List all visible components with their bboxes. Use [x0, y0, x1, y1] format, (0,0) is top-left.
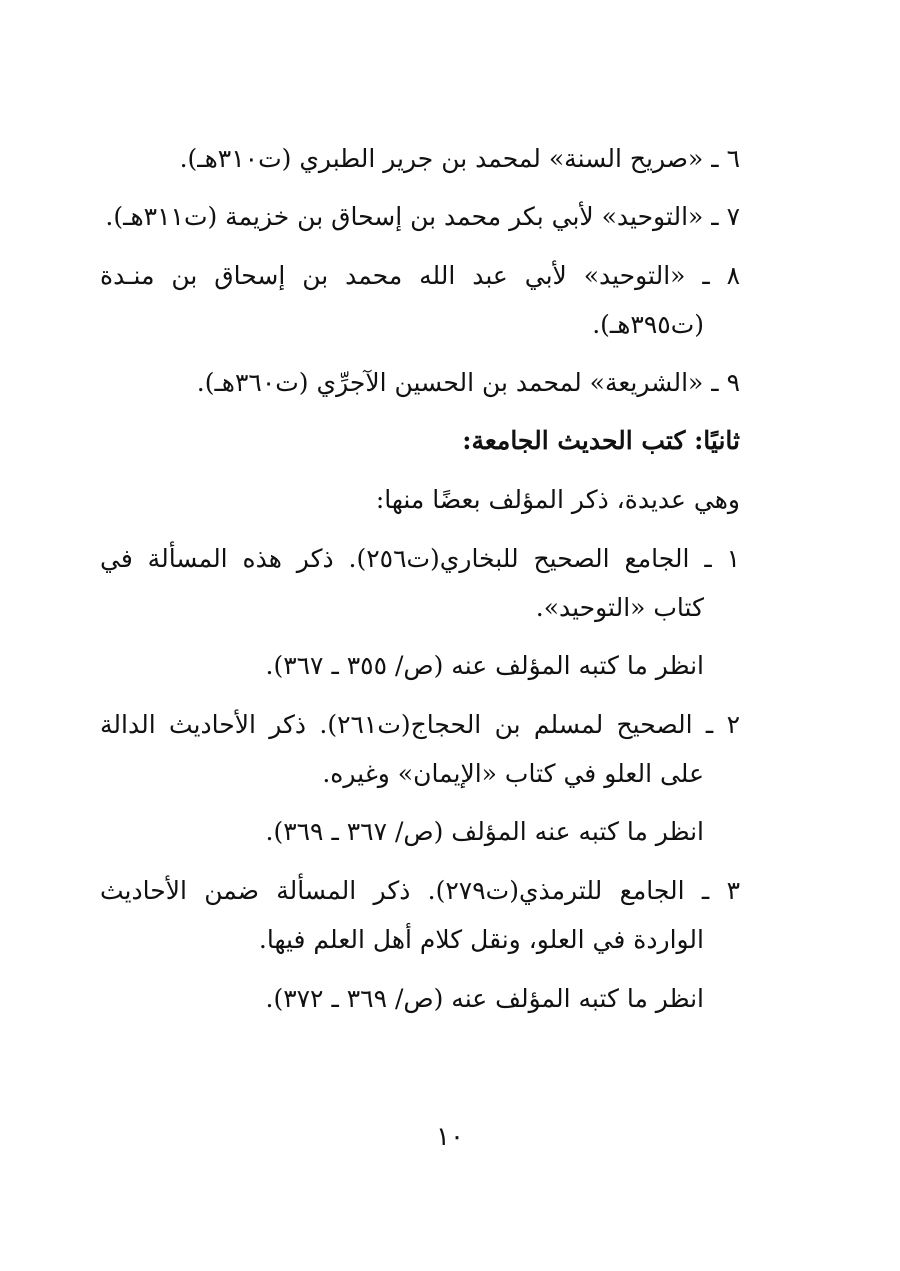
page-number: ١٠	[436, 1122, 464, 1152]
reference-muslim: انظر ما كتبه عنه المؤلف (ص/ ٣٦٧ ـ ٣٦٩).	[265, 817, 704, 846]
list-item-tawhid-mandah-cont: (ت٣٩٥هـ).	[592, 310, 704, 339]
reference-tirmidhi: انظر ما كتبه المؤلف عنه (ص/ ٣٦٩ ـ ٣٧٢).	[265, 984, 704, 1013]
list-item-sunnah: ٦ ـ «صريح السنة» لمحمد بن جرير الطبري (ت٣١٠هـ).	[179, 144, 740, 173]
list-item-tawhid-khuzaymah: ٧ ـ «التوحيد» لأبي بكر محمد بن إسحاق بن خزيمة (ت٣١١هـ).	[105, 202, 740, 231]
section-intro: وهي عديدة، ذكر المؤلف بعضًا منها:	[375, 485, 740, 514]
list-item-tirmidhi: ٣ ـ الجامع للترمذي(ت٢٧٩). ذكر المسألة ضمن الأحاديث	[100, 876, 740, 905]
section-heading: ثانيًا: كتب الحديث الجامعة:	[462, 426, 740, 455]
reference-bukhari: انظر ما كتبه المؤلف عنه (ص/ ٣٥٥ ـ ٣٦٧).	[265, 651, 704, 680]
list-item-bukhari-cont: كتاب «التوحيد».	[535, 593, 704, 622]
list-item-tawhid-mandah: ٨ ـ «التوحيد» لأبي عبد الله محمد بن إسحاق بن منـدة	[100, 261, 740, 290]
list-item-shariah: ٩ ـ «الشريعة» لمحمد بن الحسين الآجرِّي (ت٣٦٠هـ).	[196, 368, 740, 397]
list-item-muslim: ٢ ـ الصحيح لمسلم بن الحجاج(ت٢٦١). ذكر الأحاديث الدالة	[100, 710, 740, 739]
list-item-bukhari: ١ ـ الجامع الصحيح للبخاري(ت٢٥٦). ذكر هذه المسألة في	[100, 544, 741, 573]
list-item-tirmidhi-cont: الواردة في العلو، ونقل كلام أهل العلم فيها.	[258, 925, 704, 954]
list-item-muslim-cont: على العلو في كتاب «الإيمان» وغيره.	[322, 759, 704, 788]
